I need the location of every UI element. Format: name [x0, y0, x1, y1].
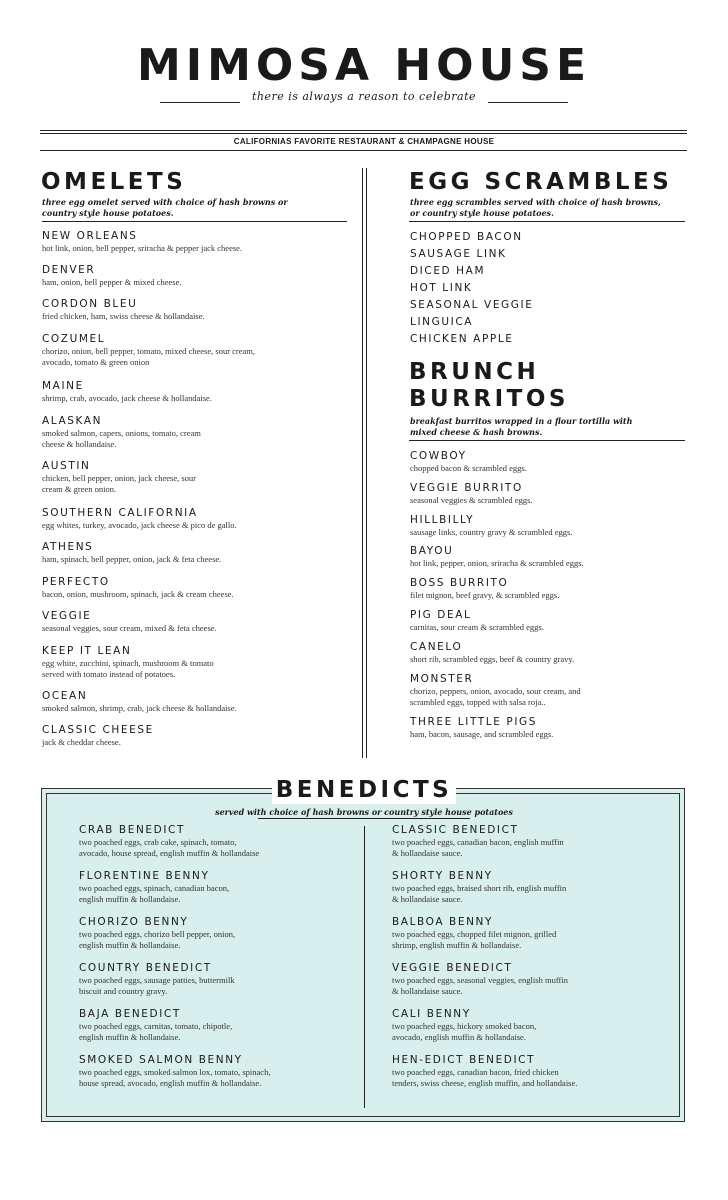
- benedicts-divider: [364, 826, 365, 1108]
- menu-item: [392, 916, 556, 951]
- benedicts-subtitle: served with choice of hash browns or country style house potatoes: [215, 807, 513, 817]
- menu-item-description: carnitas, sour cream & scrambled eggs.: [410, 622, 544, 632]
- menu-item-name: HEN-EDICT BENEDICT: [392, 1054, 536, 1066]
- menu-item-description: short rib, scrambled eggs, beef & country gravy.: [410, 654, 575, 664]
- omelets-rule: [42, 221, 347, 222]
- restaurant-slogan: CALIFORNIAS FAVORITE RESTAURANT & CHAMPAGNE HOUSE: [233, 137, 495, 146]
- menu-item-name: CRAB BENEDICT: [79, 824, 185, 836]
- menu-item-name: PIG DEAL: [410, 609, 472, 621]
- menu-item: [42, 380, 212, 404]
- menu-item-name: DICED HAM: [410, 265, 486, 277]
- scrambles-subtitle: three egg scrambles served with choice of hash browns, or country style house potatoes.: [410, 197, 661, 218]
- burritos-title-line2: BURRITOS: [409, 386, 569, 412]
- menu-item-name: VEGGIE BURRITO: [410, 482, 523, 494]
- menu-item-name: COZUMEL: [42, 333, 106, 345]
- menu-item-name: SHORTY BENNY: [392, 870, 493, 882]
- menu-item-name: CHORIZO BENNY: [79, 916, 189, 928]
- menu-item-description: egg whites, turkey, avocado, jack cheese & pico de gallo.: [42, 520, 237, 530]
- menu-item: [42, 415, 201, 450]
- menu-item: [42, 460, 196, 495]
- menu-item-description: two poached eggs, smoked salmon lox, tomato, spinach, house spread, avocado, english muffin & hollandaise.: [79, 1067, 271, 1088]
- scrambles-title: EGG SCRAMBLES: [409, 169, 673, 195]
- menu-item-name: OCEAN: [42, 690, 88, 702]
- menu-item-description: fried chicken, ham, swiss cheese & hollandaise.: [42, 311, 205, 321]
- menu-item: [79, 870, 229, 905]
- menu-item: [42, 264, 182, 288]
- menu-item-description: two poached eggs, chorizo bell pepper, onion, english muffin & hollandaise.: [79, 929, 236, 950]
- omelets-title: OMELETS: [41, 169, 187, 195]
- menu-item: [410, 482, 533, 506]
- menu-item-name: CORDON BLEU: [42, 298, 138, 310]
- menu-item-name: ALASKAN: [42, 415, 103, 427]
- menu-item-name: LINGUICA: [410, 316, 474, 328]
- column-divider-right: [366, 168, 367, 758]
- menu-item-description: two poached eggs, chopped filet mignon, grilled shrimp, english muffin & hollandaise.: [392, 929, 557, 950]
- menu-item: [42, 507, 237, 531]
- menu-item-description: chopped bacon & scrambled eggs.: [410, 463, 527, 473]
- menu-item-description: chicken, bell pepper, onion, jack cheese, sour cream & green onion.: [42, 473, 197, 494]
- menu-item-description: chorizo, onion, bell pepper, tomato, mixed cheese, sour cream, avocado, tomato & green onion: [42, 346, 256, 367]
- tagline: there is always a reason to celebrate: [251, 90, 477, 103]
- menu-item-description: chorizo, peppers, onion, avocado, sour cream, and scrambled eggs, topped with salsa roja..: [410, 686, 581, 707]
- menu-item: [42, 333, 255, 368]
- menu-item: [410, 545, 584, 569]
- menu-item-name: BOSS BURRITO: [410, 577, 509, 589]
- menu-item-name: AUSTIN: [42, 460, 91, 472]
- menu-item-description: hot link, pepper, onion, sriracha & scrambled eggs.: [410, 558, 584, 568]
- menu-item: [79, 824, 259, 859]
- menu-item-description: two poached eggs, crab cake, spinach, tomato, avocado, house spread, english muffin & hollandaise: [79, 837, 260, 858]
- menu-item: [79, 916, 235, 951]
- menu-item-description: seasonal veggies, sour cream, mixed & feta cheese.: [42, 623, 217, 633]
- menu-item-name: ATHENS: [42, 541, 94, 553]
- menu-item-name: MONSTER: [410, 673, 474, 685]
- menu-item-name: DENVER: [42, 264, 96, 276]
- menu-item: [42, 724, 154, 748]
- omelets-subtitle: three egg omelet served with choice of hash browns or country style house potatoes.: [42, 197, 288, 218]
- top-rule-3: [40, 150, 687, 151]
- menu-item: [410, 450, 527, 474]
- menu-item-name: KEEP IT LEAN: [42, 645, 132, 657]
- menu-item: [42, 230, 242, 254]
- burritos-rule: [409, 440, 685, 441]
- menu-item-description: two poached eggs, braised short rib, english muffin & hollandaise sauce.: [392, 883, 567, 904]
- menu-item-name: BAJA BENEDICT: [79, 1008, 181, 1020]
- menu-item: [410, 641, 574, 665]
- menu-item: [79, 1054, 270, 1089]
- menu-item-description: jack & cheddar cheese.: [42, 737, 121, 747]
- menu-item-description: two poached eggs, canadian bacon, fried chicken tenders, swiss cheese, english muffin, and hollandaise.: [392, 1067, 578, 1088]
- menu-item: [392, 824, 564, 859]
- menu-item-name: HILLBILLY: [410, 514, 475, 526]
- menu-item-name: VEGGIE BENEDICT: [392, 962, 513, 974]
- menu-item: [42, 298, 205, 322]
- menu-item-description: smoked salmon, shrimp, crab, jack cheese & hollandaise.: [42, 703, 237, 713]
- menu-item-name: NEW ORLEANS: [42, 230, 138, 242]
- menu-item: [42, 690, 237, 714]
- menu-item-name: CLASSIC BENEDICT: [392, 824, 519, 836]
- menu-item: [410, 673, 581, 708]
- menu-item-description: two poached eggs, sausage patties, buttermilk biscuit and country gravy.: [79, 975, 235, 996]
- menu-item-description: ham, bacon, sausage, and scrambled eggs.: [410, 729, 554, 739]
- menu-item: [392, 1008, 536, 1043]
- menu-item-description: smoked salmon, capers, onions, tomato, cream cheese & hollandaise.: [42, 428, 201, 449]
- top-rule-1: [40, 130, 687, 131]
- restaurant-name: MIMOSA HOUSE: [136, 40, 592, 91]
- menu-item-name: MAINE: [42, 380, 84, 392]
- menu-item-name: SAUSAGE LINK: [410, 248, 507, 260]
- benedicts-rule: [258, 818, 470, 819]
- menu-item-description: two poached eggs, hickory smoked bacon, avocado, english muffin & hollandaise.: [392, 1021, 537, 1042]
- menu-item-description: two poached eggs, carnitas, tomato, chipotle, english muffin & hollandaise.: [79, 1021, 233, 1042]
- menu-item-name: SMOKED SALMON BENNY: [79, 1054, 243, 1066]
- menu-item-name: SOUTHERN CALIFORNIA: [42, 507, 198, 519]
- menu-item-description: shrimp, crab, avocado, jack cheese & hollandaise.: [42, 393, 212, 403]
- menu-item-description: ham, onion, bell pepper & mixed cheese.: [42, 277, 182, 287]
- menu-item-name: BAYOU: [410, 545, 454, 557]
- menu-item: [392, 870, 566, 905]
- menu-item: [392, 1054, 577, 1089]
- menu-item-name: HOT LINK: [410, 282, 473, 294]
- burritos-subtitle: breakfast burritos wrapped in a flour tortilla with mixed cheese & hash browns.: [410, 416, 633, 437]
- menu-item-name: FLORENTINE BENNY: [79, 870, 210, 882]
- menu-item-name: SEASONAL VEGGIE: [410, 299, 534, 311]
- menu-item-name: CALI BENNY: [392, 1008, 471, 1020]
- menu-item-name: CHICKEN APPLE: [410, 333, 514, 345]
- menu-item-description: hot link, onion, bell pepper, sriracha & pepper jack cheese.: [42, 243, 243, 253]
- benedicts-title: BENEDICTS: [272, 776, 457, 804]
- menu-item-name: CLASSIC CHEESE: [42, 724, 154, 736]
- menu-item: [79, 1008, 232, 1043]
- menu-item-description: sausage links, country gravy & scrambled eggs.: [410, 527, 573, 537]
- menu-item: [42, 610, 217, 634]
- menu-item-name: THREE LITTLE PIGS: [410, 716, 538, 728]
- menu-item-name: COUNTRY BENEDICT: [79, 962, 212, 974]
- top-rule-2: [40, 133, 687, 134]
- menu-item: [410, 716, 553, 740]
- menu-item-name: COWBOY: [410, 450, 467, 462]
- menu-item-description: two poached eggs, spinach, canadian bacon, english muffin & hollandaise.: [79, 883, 230, 904]
- menu-item-description: filet mignon, beef gravy, & scrambled eggs.: [410, 590, 560, 600]
- scrambles-rule: [409, 221, 685, 222]
- menu-item-description: ham, spinach, bell pepper, onion, jack & feta cheese.: [42, 554, 222, 564]
- menu-item: [410, 514, 572, 538]
- menu-item: [42, 645, 214, 680]
- burritos-title-line1: BRUNCH: [409, 359, 540, 385]
- menu-item: [410, 577, 559, 601]
- column-divider-left: [362, 168, 363, 758]
- menu-item-name: PERFECTO: [42, 576, 110, 588]
- menu-item: [42, 576, 234, 600]
- menu-item: [392, 962, 568, 997]
- menu-item-description: two poached eggs, canadian bacon, english muffin & hollandaise sauce.: [392, 837, 564, 858]
- menu-item-name: BALBOA BENNY: [392, 916, 494, 928]
- menu-item-name: CANELO: [410, 641, 463, 653]
- menu-item-name: CHOPPED BACON: [410, 231, 523, 243]
- menu-item-description: seasonal veggies & scrambled eggs.: [410, 495, 533, 505]
- menu-item: [79, 962, 235, 997]
- benedicts-title-wrap: [0, 776, 728, 804]
- menu-item-name: VEGGIE: [42, 610, 92, 622]
- menu-item-description: two poached eggs, seasonal veggies, english muffin & hollandaise sauce.: [392, 975, 568, 996]
- menu-item: [410, 609, 544, 633]
- menu-item-description: egg white, zucchini, spinach, mushroom & tomato served with tomato instead of potatoes.: [42, 658, 214, 679]
- menu-item-description: bacon, onion, mushroom, spinach, jack & cream cheese.: [42, 589, 234, 599]
- menu-item: [42, 541, 221, 565]
